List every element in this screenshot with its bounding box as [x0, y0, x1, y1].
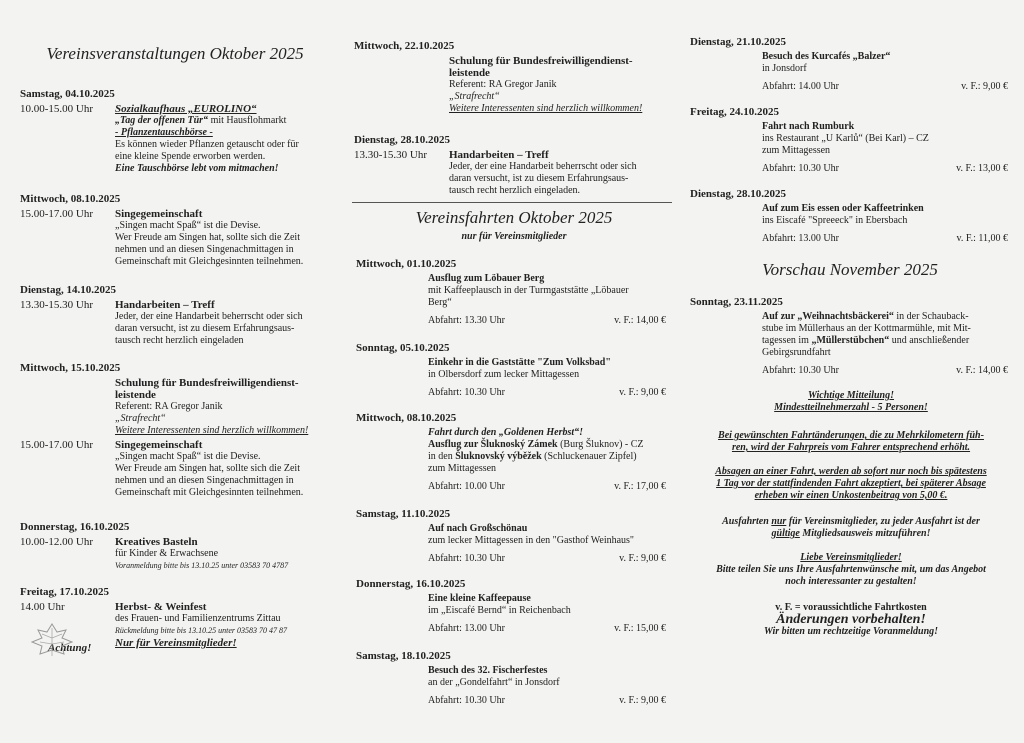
notice-line: gültige — [771, 528, 800, 539]
trip-block — [690, 188, 1008, 245]
event-heading: Sozialkaufhaus „EUROLINO“ — [115, 103, 257, 115]
achtung-label: Achtung! — [48, 642, 92, 654]
event-heading: leistende — [449, 67, 490, 79]
trip-line: in Jonsdorf — [762, 63, 807, 74]
event-line: Weitere Interessenten sind herzlich willkommen! — [115, 425, 309, 436]
event-date: Donnerstag, 16.10.2025 — [20, 521, 130, 533]
trip-date: Mittwoch, 01.10.2025 — [356, 258, 457, 270]
preview-title: Vorschau November 2025 — [762, 260, 938, 279]
trip-line: Gebirgsrundfahrt — [762, 347, 831, 358]
notice-line: Liebe Vereinsmitglieder! — [800, 552, 902, 563]
event-heading: Singegemeinschaft — [115, 208, 203, 220]
event-line: - Pflanzentauschbörse - — [115, 127, 213, 138]
trip-block — [356, 508, 666, 565]
trip-line: „Weihnachtsbäckerei“ — [797, 311, 894, 322]
trip-departure: Abfahrt: 10.30 Uhr — [428, 695, 505, 706]
notice-wishes — [690, 552, 1012, 588]
trip-price: v. F.: 14,00 € — [614, 315, 666, 326]
trip-line: (Burg Šluknov) - CZ — [557, 439, 644, 450]
event-note: Rückmeldung bitte bis 13.10.25 unter 03583 70 47 87 — [115, 626, 287, 635]
notice-line: Mitgliedsausweis mitzuführen! — [799, 528, 931, 539]
trip-line: zum Mittagessen — [762, 145, 831, 156]
event-heading: Handarbeiten – Treff — [449, 149, 549, 161]
trip-departure: Abfahrt: 10.30 Uhr — [428, 387, 505, 398]
trip-heading: Eine kleine Kaffeepause — [428, 593, 531, 604]
notice-route-changes — [690, 430, 1012, 454]
event-line: „Singen macht Spaß“ ist die Devise. — [115, 220, 261, 231]
event-line: Referent: RA Gregor Janik — [115, 401, 223, 412]
trip-line: zum lecker Mittagessen in den "Gasthof Weinhaus" — [428, 535, 635, 546]
event-line: eine kleine Spende erworben werden. — [115, 151, 266, 162]
notice-line: Bei gewünschten Fahrtänderungen, die zu Mehrkilometern füh- — [718, 430, 984, 441]
event-heading: Schulung für Bundesfreiwilligendienst- — [449, 55, 633, 67]
notice-min-participants — [690, 390, 1012, 414]
trip-line: (Schluckenauer Zipfel) — [541, 451, 637, 462]
trip-date: Dienstag, 28.10.2025 — [690, 188, 786, 200]
event-date: Mittwoch, 08.10.2025 — [20, 193, 121, 205]
event-block — [354, 134, 674, 197]
trip-line: Auf zur — [762, 311, 798, 322]
event-time: 13.30-15.30 Uhr — [20, 299, 94, 311]
notice-line: Änderungen vorbehalten! — [776, 612, 926, 627]
trip-date: Dienstag, 21.10.2025 — [690, 36, 786, 48]
trip-price: v. F.: 9,00 € — [961, 81, 1008, 92]
event-line: Jeder, der eine Handarbeit beherrscht oder sich — [115, 311, 303, 322]
trip-heading: Auf nach Großschönau — [428, 523, 528, 534]
notice-line: v. F. = voraussichtliche Fahrtkosten — [775, 602, 927, 613]
trip-line: und anschließender — [889, 335, 970, 346]
event-line: Es können wieder Pflanzen getauscht oder für — [115, 139, 299, 150]
trip-line: „Müllerstübchen“ — [811, 335, 890, 346]
trip-price: v. F.: 13,00 € — [956, 163, 1008, 174]
trip-departure: Abfahrt: 13.00 Uhr — [762, 233, 839, 244]
event-line: Gemeinschaft mit Gleichgesinnten teilnehmen. — [115, 487, 304, 498]
notice-line: Wir bitten um rechtzeitige Voranmeldung! — [763, 626, 939, 637]
event-line: daran versucht, ist zu diesem Erfahrungsaus- — [449, 173, 629, 184]
event-time: 10.00-15.00 Uhr — [20, 103, 94, 115]
event-heading: leistende — [115, 389, 156, 401]
divider — [352, 202, 672, 203]
event-heading: Singegemeinschaft — [115, 439, 203, 451]
trip-line: mit Kaffeeplausch in der Turmgaststätte „Löbauer — [428, 285, 629, 296]
trip-date: Sonntag, 23.11.2025 — [690, 296, 783, 308]
events-title: Vereinsveranstaltungen Oktober 2025 — [46, 44, 304, 63]
event-line: Wer Freude am Singen hat, sollte sich die Zeit — [115, 463, 300, 474]
trip-line: Ausflug zur Šluknoský Zámek — [428, 439, 558, 450]
trip-heading: Einkehr in die Gaststätte "Zum Volksbad" — [428, 357, 611, 368]
trip-departure: Abfahrt: 14.00 Uhr — [762, 81, 839, 92]
trip-departure: Abfahrt: 10.30 Uhr — [762, 163, 839, 174]
trip-heading: Besuch des 32. Fischerfestes — [428, 665, 548, 676]
notice-line: für Vereinsmitglieder, zu jeder Ausfahrt ist der — [786, 516, 980, 527]
trip-line: an der „Gondelfahrt“ in Jonsdorf — [428, 677, 560, 688]
event-date: Dienstag, 28.10.2025 — [354, 134, 450, 146]
trip-price: v. F.: 15,00 € — [614, 623, 666, 634]
trip-price: v. F.: 17,00 € — [614, 481, 666, 492]
trip-heading: Besuch des Kurcafés „Balzer“ — [762, 51, 891, 62]
event-time: 15.00-17.00 Uhr — [20, 439, 94, 451]
event-line: Gemeinschaft mit Gleichgesinnten teilnehmen. — [115, 256, 304, 267]
trip-departure: Abfahrt: 10.00 Uhr — [428, 481, 505, 492]
event-heading: Kreatives Basteln — [115, 536, 198, 548]
notice-line: nur — [771, 516, 787, 527]
event-line: „Singen macht Spaß“ ist die Devise. — [115, 451, 261, 462]
trip-block — [690, 36, 1008, 93]
notice-line: ren, wird der Fahrpreis vom Fahrer entsprechend erhöht. — [731, 442, 971, 453]
event-heading: Handarbeiten – Treff — [115, 299, 215, 311]
event-line: „Strafrecht“ — [115, 413, 166, 424]
event-block — [20, 284, 340, 347]
notice-line: Absagen an einer Fahrt, werden ab sofort nur noch bis spätestens — [715, 466, 987, 477]
event-line: für Kinder & Erwachsene — [115, 548, 219, 559]
trip-line: in der Schauback- — [893, 311, 969, 322]
trip-heading: Auf zum Eis essen oder Kaffeetrinken — [762, 203, 924, 214]
trip-line: Berg“ — [428, 297, 452, 308]
event-block — [354, 40, 674, 115]
column-trips — [346, 0, 676, 743]
event-line: tausch recht herzlich eingeladen. — [449, 185, 581, 196]
trip-line: in den — [428, 451, 456, 462]
trip-heading: Fahrt durch den „Goldenen Herbst“! — [428, 427, 584, 438]
leaf-icon — [30, 622, 74, 658]
trip-departure: Abfahrt: 13.00 Uhr — [428, 623, 505, 634]
trip-date: Samstag, 11.10.2025 — [356, 508, 451, 520]
trip-block — [356, 258, 666, 327]
event-date: Samstag, 04.10.2025 — [20, 88, 115, 100]
trip-block — [690, 106, 1008, 175]
trip-line: tagessen im — [762, 335, 812, 346]
event-heading: Schulung für Bundesfreiwilligendienst- — [115, 377, 299, 389]
notice-line: erheben wir einen Unkostenbeitrag von 5,00 €. — [754, 490, 948, 501]
trip-line: ins Restaurant „U Karlů“ (Bei Karl) – CZ — [762, 133, 929, 144]
trip-heading: Ausflug zum Löbauer Berg — [428, 273, 545, 284]
trip-block — [356, 650, 666, 707]
event-block — [20, 193, 340, 268]
event-time: 15.00-17.00 Uhr — [20, 208, 94, 220]
event-date: Mittwoch, 22.10.2025 — [354, 40, 455, 52]
event-block — [20, 521, 340, 572]
event-time: 13.30-15.30 Uhr — [354, 149, 428, 161]
trip-line: Šluknovský výběžek — [455, 451, 542, 462]
trips-subtitle: nur für Vereinsmitglieder — [461, 231, 567, 242]
trip-block — [356, 412, 666, 493]
trip-line: ins Eiscafé "Spreeeck" in Ebersbach — [762, 215, 908, 226]
event-line: mit Hausflohmarkt — [208, 115, 287, 126]
trip-price: v. F.: 9,00 € — [619, 553, 666, 564]
trip-heading: Fahrt nach Rumburk — [762, 121, 855, 132]
event-line: Nur für Vereinsmitglieder! — [115, 637, 237, 649]
event-line: Wer Freude am Singen hat, sollte sich die Zeit — [115, 232, 300, 243]
column-more-trips — [676, 0, 1024, 743]
notice-members-only — [690, 516, 1012, 540]
notice-line: 1 Tag vor der stattfindenden Fahrt akzeptiert, bei späterer Absage — [716, 478, 986, 489]
notice-line: noch interessanter zu gestalten! — [785, 576, 917, 587]
notice-costs — [690, 602, 1012, 638]
event-time: 14.00 Uhr — [20, 601, 65, 613]
trip-line: zum Mittagessen — [428, 463, 497, 474]
trip-line: stube im Müllerhaus an der Kottmarmühle, mit Mit- — [762, 323, 971, 334]
trip-date: Freitag, 24.10.2025 — [690, 106, 780, 118]
event-time: 10.00-12.00 Uhr — [20, 536, 94, 548]
notice-line: Wichtige Mitteilung! — [807, 390, 895, 401]
event-heading: Herbst- & Weinfest — [115, 601, 207, 613]
trips-title: Vereinsfahrten Oktober 2025 — [415, 208, 613, 227]
event-line: Weitere Interessenten sind herzlich willkommen! — [449, 103, 643, 114]
event-line: „Strafrecht“ — [449, 91, 500, 102]
notice-line: Mindestteilnehmerzahl - 5 Personen! — [774, 402, 928, 413]
trip-line: in Olbersdorf zum lecker Mittagessen — [428, 369, 580, 380]
trip-departure: Abfahrt: 10.30 Uhr — [762, 365, 839, 376]
trip-departure: Abfahrt: 10.30 Uhr — [428, 553, 505, 564]
event-line: Eine Tauschbörse lebt vom mitmachen! — [115, 163, 279, 174]
trip-block — [356, 342, 666, 399]
event-line: des Frauen- und Familienzentrums Zittau — [115, 613, 281, 624]
trip-date: Donnerstag, 16.10.2025 — [356, 578, 466, 590]
trip-price: v. F.: 11,00 € — [956, 233, 1008, 244]
notice-line: Bitte teilen Sie uns Ihre Ausfahrtenwünsche mit, um das Angebot — [716, 564, 986, 575]
trip-line: im „Eiscafé Bernd“ in Reichenbach — [428, 605, 571, 616]
trip-block — [690, 296, 1008, 377]
trip-block — [356, 578, 666, 635]
notice-cancellation — [690, 466, 1012, 502]
event-date: Mittwoch, 15.10.2025 — [20, 362, 121, 374]
notice-line: Ausfahrten — [722, 516, 772, 527]
trip-price: v. F.: 9,00 € — [619, 387, 666, 398]
trip-date: Samstag, 18.10.2025 — [356, 650, 451, 662]
event-block — [20, 362, 340, 499]
event-line: „Tag der offenen Tür“ — [115, 115, 209, 126]
trip-date: Sonntag, 05.10.2025 — [356, 342, 450, 354]
event-line: Jeder, der eine Handarbeit beherrscht oder sich — [449, 161, 637, 172]
event-date: Dienstag, 14.10.2025 — [20, 284, 116, 296]
event-line: nehmen und an diesen Singenachmittagen in — [115, 475, 294, 486]
event-note: Voranmeldung bitte bis 13.10.25 unter 03583 70 4787 — [115, 561, 289, 570]
event-line: Referent: RA Gregor Janik — [449, 79, 557, 90]
event-date: Freitag, 17.10.2025 — [20, 586, 110, 598]
event-line: tausch recht herzlich eingeladen — [115, 335, 244, 346]
event-line: nehmen und an diesen Singenachmittagen in — [115, 244, 294, 255]
column-events — [0, 0, 346, 743]
trip-price: v. F.: 9,00 € — [619, 695, 666, 706]
trip-price: v. F.: 14,00 € — [956, 365, 1008, 376]
event-block — [20, 88, 340, 175]
trip-departure: Abfahrt: 13.30 Uhr — [428, 315, 505, 326]
trip-date: Mittwoch, 08.10.2025 — [356, 412, 457, 424]
event-line: daran versucht, ist zu diesem Erfahrungsaus- — [115, 323, 295, 334]
